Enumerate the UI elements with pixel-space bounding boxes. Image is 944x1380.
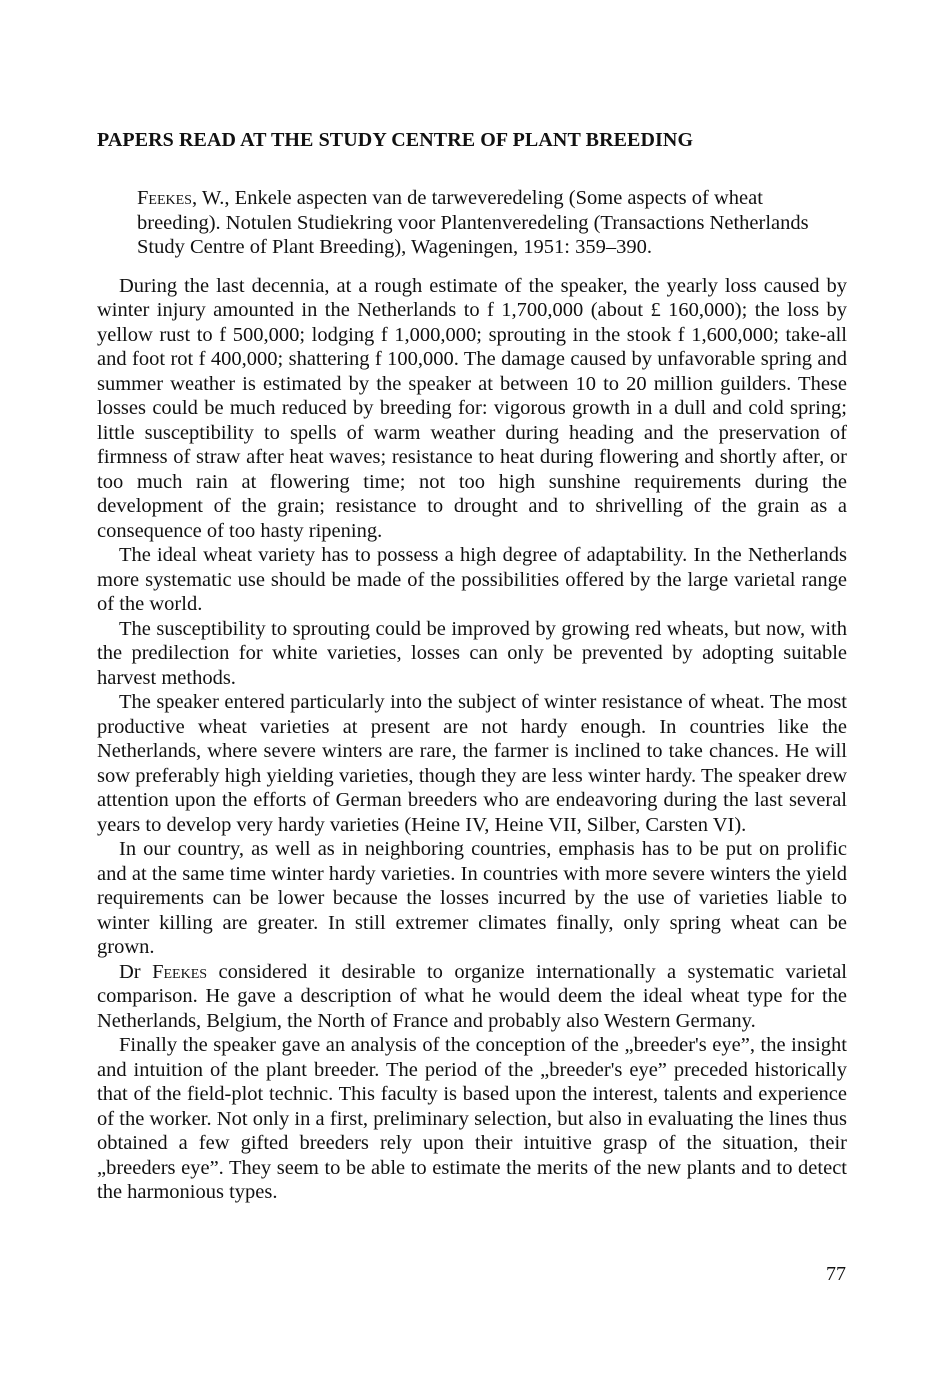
paragraph: The susceptibility to sprouting could be improved by growing red wheats, but now, with the predilection for white varieties, losses can only be prevented by adopting suitable harvest methods. <box>97 617 847 689</box>
reference-author: Feekes <box>137 187 192 209</box>
reference-details: , W., Enkele aspecten van de tarweveredeling (Some aspects of wheat breeding). Notulen Studiekring voor Plantenveredeling (Transactions Netherlands Study Centre of Plant Breeding), Wageningen, 1951: 359–390. <box>137 187 809 259</box>
paragraph-text: considered it desirable to organize internationally a systematic varietal comparison. He gave a description of what he would deem the ideal wheat type for the Netherlands, Belgium, the North of France and probably also Western Germany. <box>97 960 847 1032</box>
paragraph-prefix: Dr <box>119 960 153 983</box>
page-number: 77 <box>826 1263 846 1285</box>
paragraph: During the last decennia, at a rough estimate of the speaker, the yearly loss caused by winter injury amounted in the Netherlands to f 1,700,000 (about £ 160,000); the loss by yellow rust to f 500,000; lodging f 1,000,000; sprouting in the stook f 1,600,000; take-all and foot rot f 400,000; shattering f 100,000. The damage caused by unfavorable spring and summer weather is estimated by the speaker at between 10 to 20 million guilders. These losses could be much reduced by breeding for: vigorous growth in a dull and cold spring; little susceptibility to spells of warm weather during heading and the preservation of firmness of straw after heat waves; resistance to heat during flowering and shortly after, or too much rain at flowering time; not too high sunshine requirements during the development of the grain; resistance to drought and to shrivelling of the grain as a consequence of too hasty ripening. <box>97 274 847 542</box>
section-heading: PAPERS READ AT THE STUDY CENTRE OF PLANT BREEDING <box>97 129 694 151</box>
paragraph: The speaker entered particularly into the subject of winter resistance of wheat. The most productive wheat varieties at present are not hardy enough. In countries like the Netherlands, where severe winters are rare, the farmer is inclined to take chances. He will sow preferably high yielding varieties, though they are less winter hardy. The speaker drew attention upon the efforts of German breeders who are endeavoring during the last several years to develop very hardy varieties (Heine IV, Heine VII, Silber, Carsten VI). <box>97 691 847 836</box>
paragraph: In our country, as well as in neighboring countries, emphasis has to be put on prolific and at the same time winter hardy varieties. In countries with more severe winters the yield requirements can be lower because the losses incurred by the use of varieties liable to winter killing are greater. In still extremer climates finally, only spring wheat can be grown. <box>97 838 847 959</box>
paragraph <box>97 960 847 1034</box>
article-body <box>97 274 847 1205</box>
paragraph: The ideal wheat variety has to possess a high degree of adaptability. In the Netherlands more systematic use should be made of the possibilities offered by the large varietal range of the world. <box>97 544 847 616</box>
paragraph: Finally the speaker gave an analysis of the conception of the „breeder's eye”, the insight and intuition of the plant breeder. The period of the „breeder's eye” preceded historically that of the field-plot technic. This faculty is based upon the interest, talents and experience of the worker. Not only in a first, preliminary selection, but also in evaluating the lines thus obtained a few gifted breeders rely upon their intuitive grasp of the situation, their „breeders eye”. They seem to be able to estimate the merits of the new plants and to detect the harmonious types. <box>97 1034 847 1204</box>
page-content <box>97 126 847 1205</box>
bibliographic-reference <box>97 186 847 260</box>
speaker-name: Feekes <box>152 960 208 983</box>
